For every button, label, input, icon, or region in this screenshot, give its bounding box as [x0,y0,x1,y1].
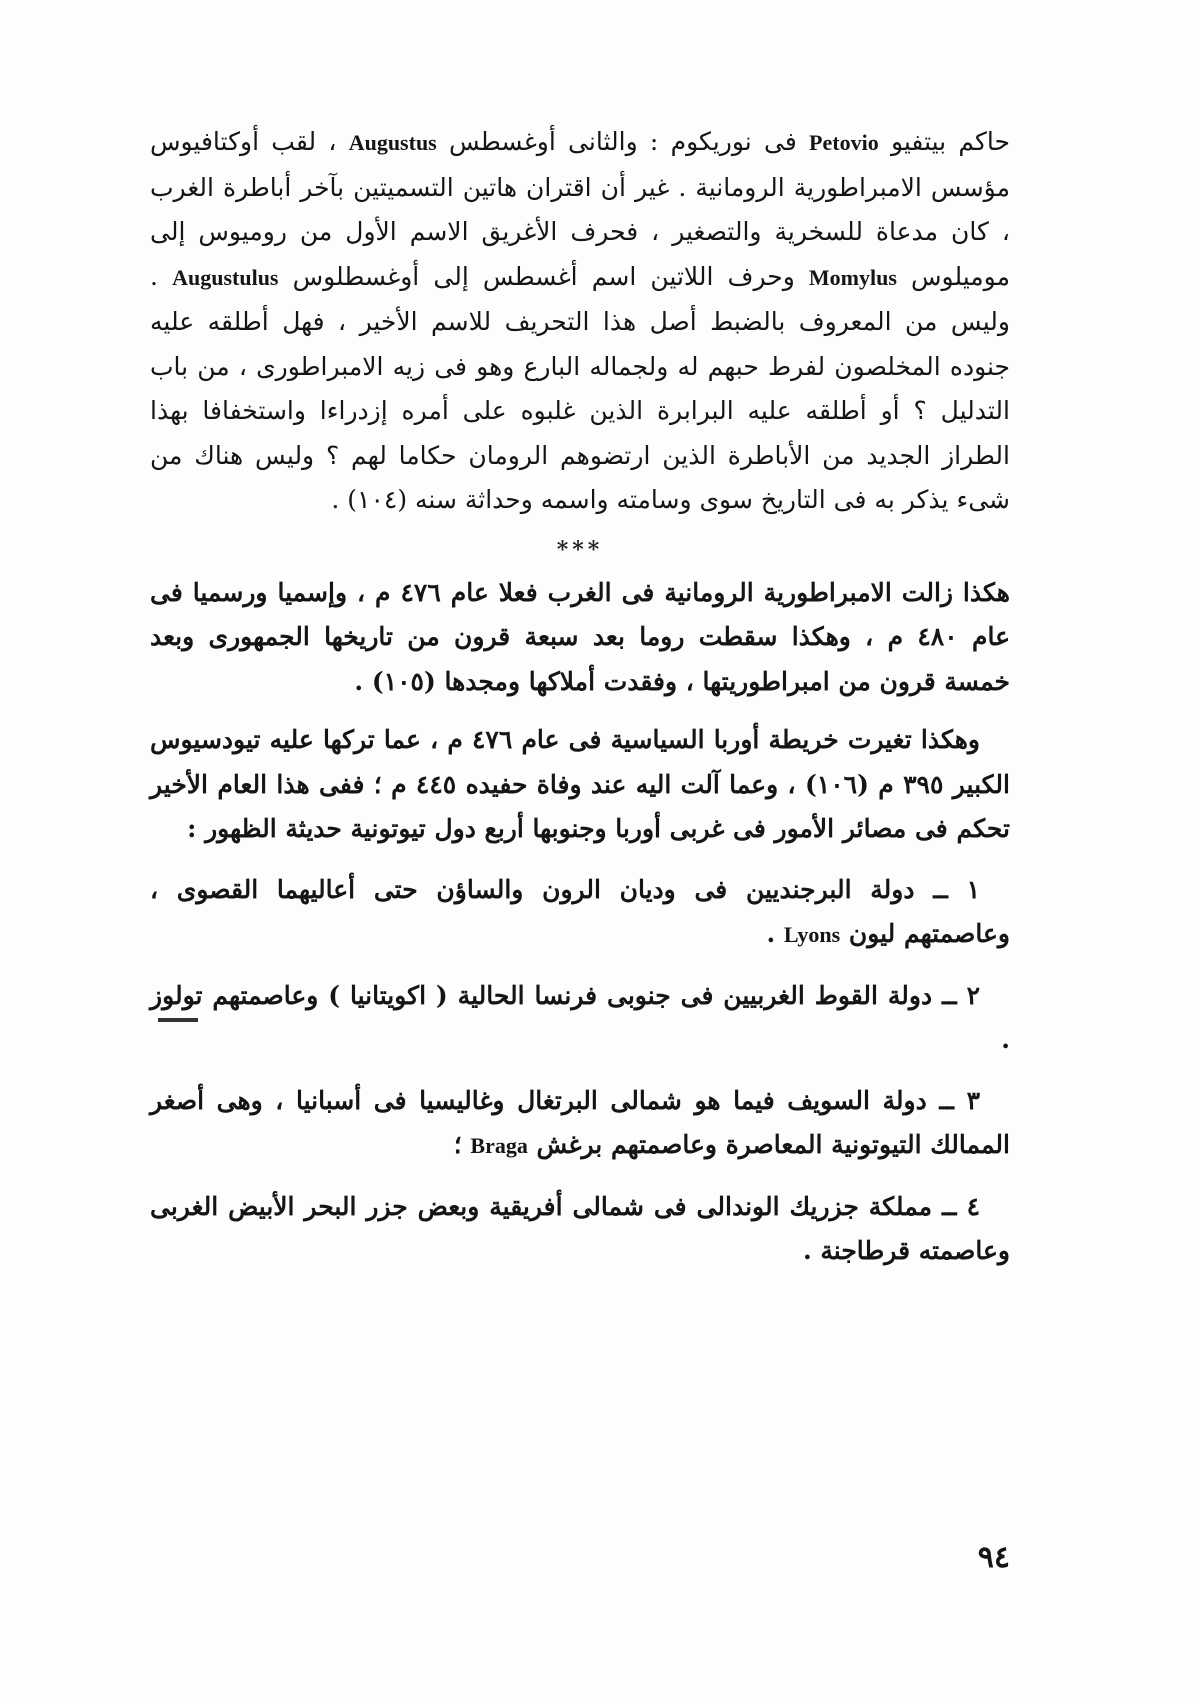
latin-term-lyons: Lyons [783,922,841,947]
list-item-visigoths: ٢ ــ دولة القوط الغربيين فى جنوبى فرنسا الحالية ( اكويتانيا ) وعاصمتهم تولوز . [150,980,1010,1054]
text-segment: . وليس من المعروف بالضبط أصل هذا التحريف للاسم الأخير ، فهل أطلقه عليه جنوده المخلصون لفرط حبهم له ولجماله البارع وهو فى زيه الامبراطورى ، من باب التدليل ؟ أو أطلقه عليه البرابرة الذين غلبوه على أمره إزدراءا واستخفافا بهذا الطراز الجديد من الأباطرة الذين ارتضوهم الرومان حكاما لهم ؟ وليس هناك من شىء يذكر به فى التاريخ سوى وسامته واسمه وحداثة سنه (١٠٤) . [150,261,1010,514]
section-separator: *** [556,536,604,563]
list-item-vandals: ٤ ــ مملكة جزريك الوندالى فى شمالى أفريقية وبعض جزر البحر الأبيض الغربى وعاصمته قرطاجنة . [150,1191,1010,1265]
text-segment: حاكم بيتفيو [878,127,1011,156]
paragraph-footnote-continuation [150,120,1010,523]
list-item-text: ١ ــ دولة البرجنديين فى وديان الرون والساؤن حتى أعاليهما القصوى ، وعاصمتهم ليون [150,874,1010,948]
paragraph-new-map: وهكذا تغيرت خريطة أوربا السياسية فى عام ٤٧٦ م ، عما تركها عليه تيودسيوس الكبير ٣٩٥ م (١٠٦) ، وعما آلت اليه عند وفاة حفيده ٤٤٥ م ؛ ففى هذا العام الأخير تحكم فى مصائر الأمور فى غربى أوربا وجنوبها أربع دول تيوتونية حديثة الظهور : [150,725,1010,843]
text-segment: وحرف اللاتين اسم أغسطس إلى أوغسطلوس [278,261,809,291]
list-item-burgundians [150,868,1010,958]
latin-term-momylus: Momylus [808,264,897,290]
page-body [150,120,1010,1274]
underline-mark [158,1018,198,1022]
list-item-text: ٣ ــ دولة السويف فيما هو شمالى البرتغال وغاليسيا فى أسبانيا ، وهى أصغر الممالك التيوتونية المعاصرة وعاصمتهم برغش [150,1085,1010,1159]
text-segment: ، لقب أوكتافيوس مؤسس الامبراطورية الرومانية . غير أن اقتران هاتين التسميتين بآخر أباطرة الغرب ، كان مدعاة للسخرية والتصغير ، فحرف الأغريق الاسم الأول من روميوس إلى موميلوس [150,127,1010,291]
latin-term-petovio: Petovio [809,130,879,155]
latin-term-augustus: Augustus [348,130,437,155]
page-number: ٩٤ [977,1540,1010,1575]
latin-term-braga: Braga [470,1133,528,1158]
paragraph-fall-of-rome: هكذا زالت الامبراطورية الرومانية فى الغرب فعلا عام ٤٧٦ م ، وإسميا ورسميا فى عام ٤٨٠ م ، وهكذا سقطت روما بعد سبعة قرون من تاريخها الجمهورى وبعد خمسة قرون من امبراطوريتها ، وفقدت أملاكها ومجدها (١٠٥) . [150,577,1011,696]
list-item-suevi [150,1079,1010,1169]
main-text-block [150,571,1010,1274]
text-segment: فى نوريكوم : والثانى أوغسطس [436,127,810,156]
list-item-end: ؛ [453,1130,471,1159]
latin-term-augustulus: Augustulus [172,264,279,290]
list-item-end: . [766,919,784,948]
